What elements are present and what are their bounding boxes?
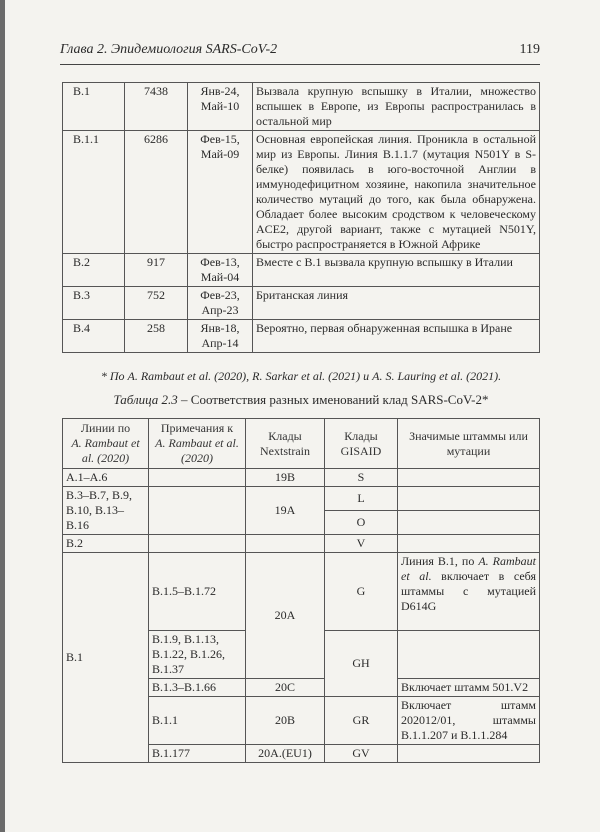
table-header-row [63,419,540,469]
date-last: Апр-14 [201,336,239,350]
description-cell: Вероятно, первая обнаруженная вспышка в Иране [253,320,540,353]
header-notes [149,419,246,469]
lineage-cell: B.1.1 [63,131,125,254]
table-row [63,535,540,553]
description-cell: Вместе с B.1 вызвала крупную вспышку в Италии [253,254,540,287]
date-first: Янв-24, [200,84,240,98]
table-row [63,469,540,487]
notes-cell [149,487,246,535]
date-last: Апр-23 [201,303,239,317]
notes-cell: B.1.9, B.1.13, B.1.22, B.1.26, B.1.37 [149,631,246,679]
header-citation: A. Rambaut et al. (2020) [155,436,239,465]
table-row [63,320,540,353]
date-last: Май-10 [200,99,240,113]
gisaid-cell: V [325,535,398,553]
nextstrain-cell: 20A [246,553,325,679]
nextstrain-cell [246,535,325,553]
header-rule [60,64,540,65]
lineage-cell: B.3 [63,287,125,320]
lineage-cell: B.3–B.7, B.9, B.10, B.13–B.16 [63,487,149,535]
lineage-cell: B.4 [63,320,125,353]
lineage-cell: A.1–A.6 [63,469,149,487]
gisaid-cell: L [325,487,398,511]
lineage-cell: B.2 [63,535,149,553]
table-row [63,487,540,511]
chapter-title: Глава 2. Эпидемиология SARS-CoV-2 [60,42,278,57]
notes-cell: B.1.5–B.1.72 [149,553,246,631]
description-cell: Британская линия [253,287,540,320]
description-cell: Вызвала крупную вспышку в Италии, множество вспышек в Европе, из Европы распространилась в остальной мир [253,83,540,131]
gisaid-cell: GH [325,631,398,697]
significant-cell: Включает штамм 202012/01, штаммы B.1.1.207 и B.1.1.284 [398,697,540,745]
nextstrain-cell: 19A [246,487,325,535]
notes-cell: B.1.177 [149,745,246,763]
header-nextstrain: Клады Nextstrain [246,419,325,469]
table-row [63,131,540,254]
table-footnote: * По A. Rambaut et al. (2020), R. Sarkar et al. (2021) и A. S. Lauring et al. (2021). [100,369,502,383]
date-last: Май-09 [200,147,240,161]
significant-cell [398,631,540,679]
significant-cell [398,535,540,553]
date-last: Май-04 [200,270,240,284]
table-row [63,254,540,287]
header-text: Примечания к [160,421,234,435]
date-cell [188,320,253,353]
count-cell: 917 [125,254,188,287]
lineage-table [62,82,540,353]
table-row [63,287,540,320]
count-cell: 7438 [125,83,188,131]
header-gisaid: Клады GISAID [325,419,398,469]
notes-cell [149,469,246,487]
date-first: Фев-15, [200,132,240,146]
significant-text: Линия B.1, по [401,554,479,568]
nextstrain-cell: 19B [246,469,325,487]
date-cell [188,254,253,287]
gisaid-cell: GV [325,745,398,763]
description-cell: Основная европейская линия. Проникла в остальной мир из Европы. Линия B.1.1.7 (мутация N501Y в S-белке) появилась в юго-восточной Англии в иммунодефицитном хозяине, накопила значительное количество мутаций до того, как была обнаружена. Обладает более высоким сродством к человеческому ACE2, другой вариант, также с мутацией N501Y, быстро распространяется в Южной Африке [253,131,540,254]
count-cell: 6286 [125,131,188,254]
gisaid-cell: S [325,469,398,487]
book-binding-edge [0,0,5,832]
caption-text: – Соответствия разных именований клад SARS-CoV-2* [177,392,489,407]
gisaid-cell: G [325,553,398,631]
date-first: Фев-23, [200,288,240,302]
notes-cell: B.1.1 [149,697,246,745]
count-cell: 752 [125,287,188,320]
date-cell [188,287,253,320]
significant-cell [398,487,540,511]
nextstrain-cell: 20B [246,697,325,745]
notes-cell [149,535,246,553]
table-row [63,553,540,631]
significant-cell [398,511,540,535]
significant-text: включает в себя штаммы с мутацией D614G [401,569,537,613]
significant-cell [398,553,540,631]
lineage-cell: B.1 [63,553,149,763]
date-cell [188,131,253,254]
running-header [60,42,540,62]
table-row [63,83,540,131]
caption-label: Таблица 2.3 [113,392,178,407]
nextstrain-cell: 20A.(EU1) [246,745,325,763]
header-significant: Значимые штаммы или мутации [398,419,540,469]
lineage-cell: B.1 [63,83,125,131]
significant-citation: A. Rambaut et al. [401,554,536,583]
clade-naming-table [62,418,540,763]
gisaid-cell: GR [325,697,398,745]
lineage-cell: B.2 [63,254,125,287]
header-text: Линии по [80,421,131,435]
significant-cell [398,745,540,763]
count-cell: 258 [125,320,188,353]
notes-cell: B.1.3–B.1.66 [149,679,246,697]
date-first: Фев-13, [200,255,240,269]
page-number: 119 [519,42,540,57]
significant-cell [398,469,540,487]
gisaid-cell: O [325,511,398,535]
header-lineages [63,419,149,469]
date-first: Янв-18, [200,321,240,335]
nextstrain-cell: 20C [246,679,325,697]
date-cell [188,83,253,131]
header-citation: A. Rambaut et al. (2020) [71,436,140,465]
significant-cell: Включает штамм 501.V2 [398,679,540,697]
table-caption [62,392,540,408]
